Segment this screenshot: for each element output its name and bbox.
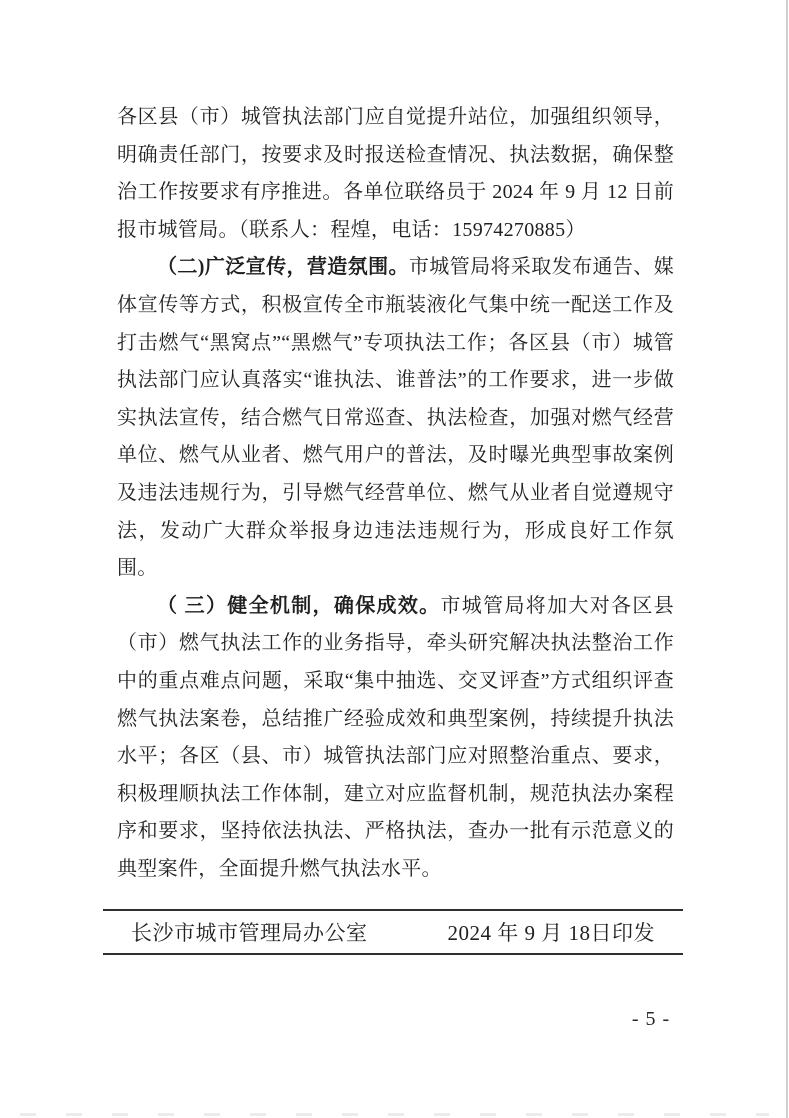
paragraph-text: 市城管局将采取发布通告、媒体宣传等方式，积极宣传全市瓶装液化气集中统一配送工作及打击燃气“黑窝点”“黑燃气”专项执法工作；各区县（市）城管执法部门应认真落实“谁执法、谁普法”的工作要求，进一步做实执法宣传，结合燃气日常巡查、执法检查，加强对燃气经营单位、燃气从业者、燃气用户的普法，及时曝光典型事故案例及违法违规行为，引导燃气经营单位、燃气从业者自觉遵规守法，发动广大群众举报身边违法违规行为，形成良好工作氛围。: [117, 256, 675, 580]
page-number: - 5 -: [631, 1008, 671, 1030]
paragraph-section-3: [117, 588, 674, 889]
section-2-heading: （二)广泛宣传，营造氛围。: [157, 256, 409, 279]
paragraph-text: 市城管局将加大对各区县（市）燃气执法工作的业务指导，牵头研究解决执法整治工作中的重点难点问题，采取“集中抽选、交叉评查”方式组织评查燃气执法案卷，总结推广经验成效和典型案例，持续提升执法水平；各区（县、市）城管执法部门应对照整治重点、要求，积极理顺执法工作体制，建立对应监督机制，规范执法办案程序和要求，坚持依法执法、严格执法，查办一批有示范意义的典型案件，全面提升燃气执法水平。: [117, 594, 674, 880]
document-body: [117, 99, 674, 888]
scan-artifact-bottom-edge: [20, 1113, 769, 1116]
paragraph-text: 各区县（市）城管执法部门应自觉提升站位，加强组织领导，明确责任部门，按要求及时报送检查情况、执法数据，确保整治工作按要求有序推进。各单位联络员于 2024 年 9 月 12 日前报市城管局。（联系人：程煌，电话：15974270885）: [117, 106, 674, 241]
scan-artifact-right-edge: [786, 0, 788, 1118]
issuing-office: 长沙市城市管理局办公室: [131, 921, 368, 945]
section-3-heading: （ 三）健全机制，确保成效。: [157, 594, 441, 617]
colophon-box: [103, 909, 683, 955]
paragraph-section-2: [117, 249, 674, 587]
paragraph-continuation: [117, 99, 674, 249]
print-date: 2024 年 9 月 18日印发: [447, 921, 655, 945]
